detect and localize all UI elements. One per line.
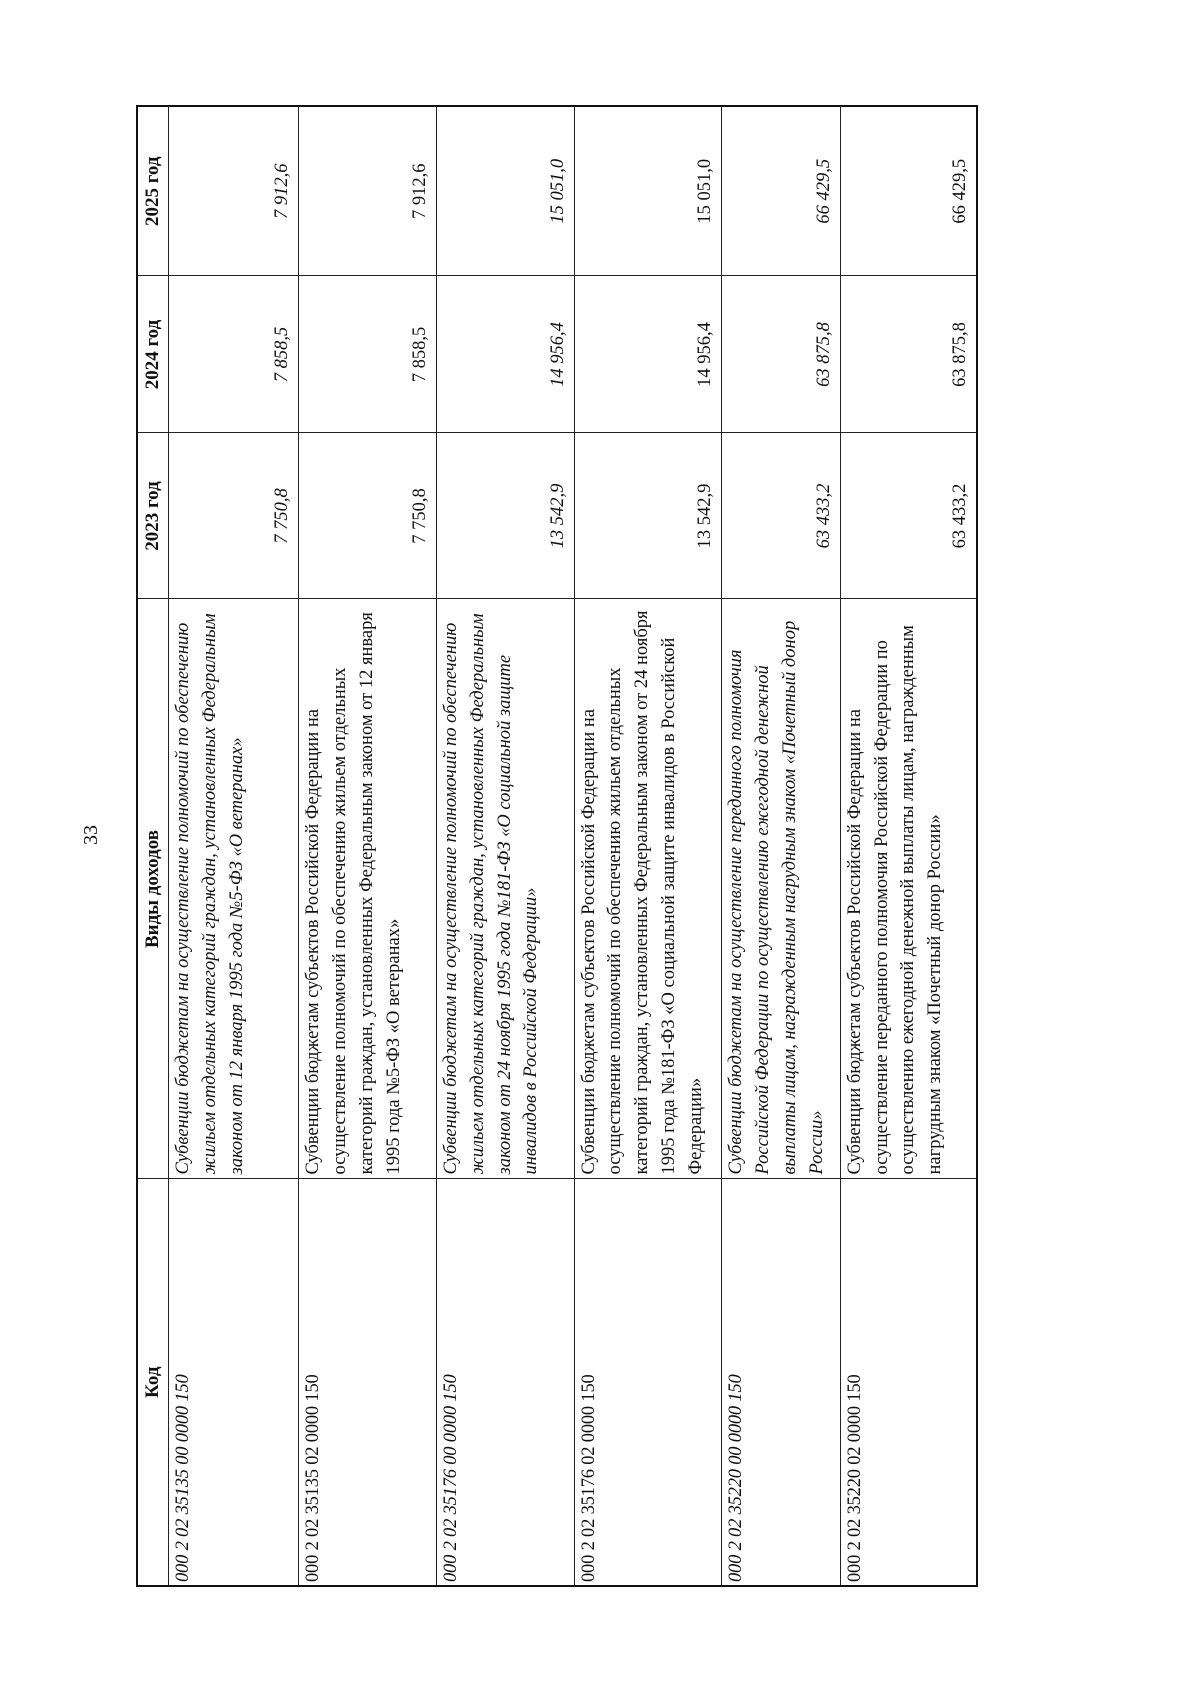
- revenue-code-cell: 000 2 02 35220 02 0000 150: [840, 1179, 977, 1586]
- header-revenue-type: Виды доходов: [137, 599, 169, 1179]
- table-row: [840, 106, 977, 1586]
- revenue-code-cell: 000 2 02 35220 00 0000 150: [722, 1179, 841, 1586]
- table-row: [169, 106, 299, 1586]
- amount-2025-cell: 15 051,0: [574, 106, 721, 276]
- revenue-type-cell: Субвенции бюджетам субъектов Российской Федерации на осуществление полномочий по обеспечению жильем отдельных категорий граждан, установленных Федеральным законом от 12 января 1995 года №5-ФЗ «О ветеранах»: [299, 599, 437, 1179]
- revenue-type-cell: Субвенции бюджетам на осуществление полномочий по обеспечению жильем отдельных категорий граждан, установленных Федеральным законом от 12 января 1995 года №5-ФЗ «О ветеранах»: [169, 599, 299, 1179]
- revenue-code-cell: 000 2 02 35176 00 0000 150: [436, 1179, 574, 1586]
- amount-2024-cell: 7 858,5: [299, 276, 437, 433]
- revenue-table-container: [136, 107, 978, 1587]
- header-2024: 2024 год: [137, 276, 169, 433]
- table-row: [299, 106, 437, 1586]
- page-number: 33: [80, 825, 102, 845]
- table-row: [722, 106, 841, 1586]
- amount-2025-cell: 66 429,5: [722, 106, 841, 276]
- revenue-type-cell: Субвенции бюджетам на осуществление полномочий по обеспечению жильем отдельных категорий граждан, установленных Федеральным законом от 24 ноября 1995 года №181-ФЗ «О социальной защите инвалидов в Российской Федерации»: [436, 599, 574, 1179]
- amount-2025-cell: 15 051,0: [436, 106, 574, 276]
- amount-2025-cell: 7 912,6: [299, 106, 437, 276]
- table-row: [574, 106, 721, 1586]
- amount-2023-cell: 13 542,9: [436, 433, 574, 599]
- amount-2023-cell: 13 542,9: [574, 433, 721, 599]
- amount-2024-cell: 63 875,8: [722, 276, 841, 433]
- amount-2025-cell: 66 429,5: [840, 106, 977, 276]
- amount-2024-cell: 7 858,5: [169, 276, 299, 433]
- header-2023: 2023 год: [137, 433, 169, 599]
- amount-2024-cell: 14 956,4: [436, 276, 574, 433]
- amount-2023-cell: 7 750,8: [299, 433, 437, 599]
- amount-2023-cell: 63 433,2: [840, 433, 977, 599]
- amount-2023-cell: 7 750,8: [169, 433, 299, 599]
- revenue-type-cell: Субвенции бюджетам субъектов Российской Федерации на осуществление полномочий по обеспечению жильем отдельных категорий граждан, установленных Федеральным законом от 24 ноября 1995 года №181-ФЗ «О социальной защите инвалидов в Российской Федерации»: [574, 599, 721, 1179]
- revenue-code-cell: 000 2 02 35135 02 0000 150: [299, 1179, 437, 1586]
- revenue-code-cell: 000 2 02 35135 00 0000 150: [169, 1179, 299, 1586]
- revenue-code-cell: 000 2 02 35176 02 0000 150: [574, 1179, 721, 1586]
- amount-2024-cell: 63 875,8: [840, 276, 977, 433]
- amount-2025-cell: 7 912,6: [169, 106, 299, 276]
- revenue-type-cell: Субвенции бюджетам субъектов Российской Федерации на осуществление переданного полномочия Российской Федерации по осуществлению ежегодной денежной выплаты лицам, награжденным нагрудным знаком «Почетный донор России»: [840, 599, 977, 1179]
- table-row: [436, 106, 574, 1586]
- table-header-row: [137, 106, 169, 1586]
- amount-2023-cell: 63 433,2: [722, 433, 841, 599]
- header-code: Код: [137, 1179, 169, 1586]
- revenue-table: [136, 105, 978, 1587]
- amount-2024-cell: 14 956,4: [574, 276, 721, 433]
- revenue-type-cell: Субвенции бюджетам на осуществление переданного полномочия Российской Федерации по осуществлению ежегодной денежной выплаты лицам, награжденным нагрудным знаком «Почетный донор России»: [722, 599, 841, 1179]
- header-2025: 2025 год: [137, 106, 169, 276]
